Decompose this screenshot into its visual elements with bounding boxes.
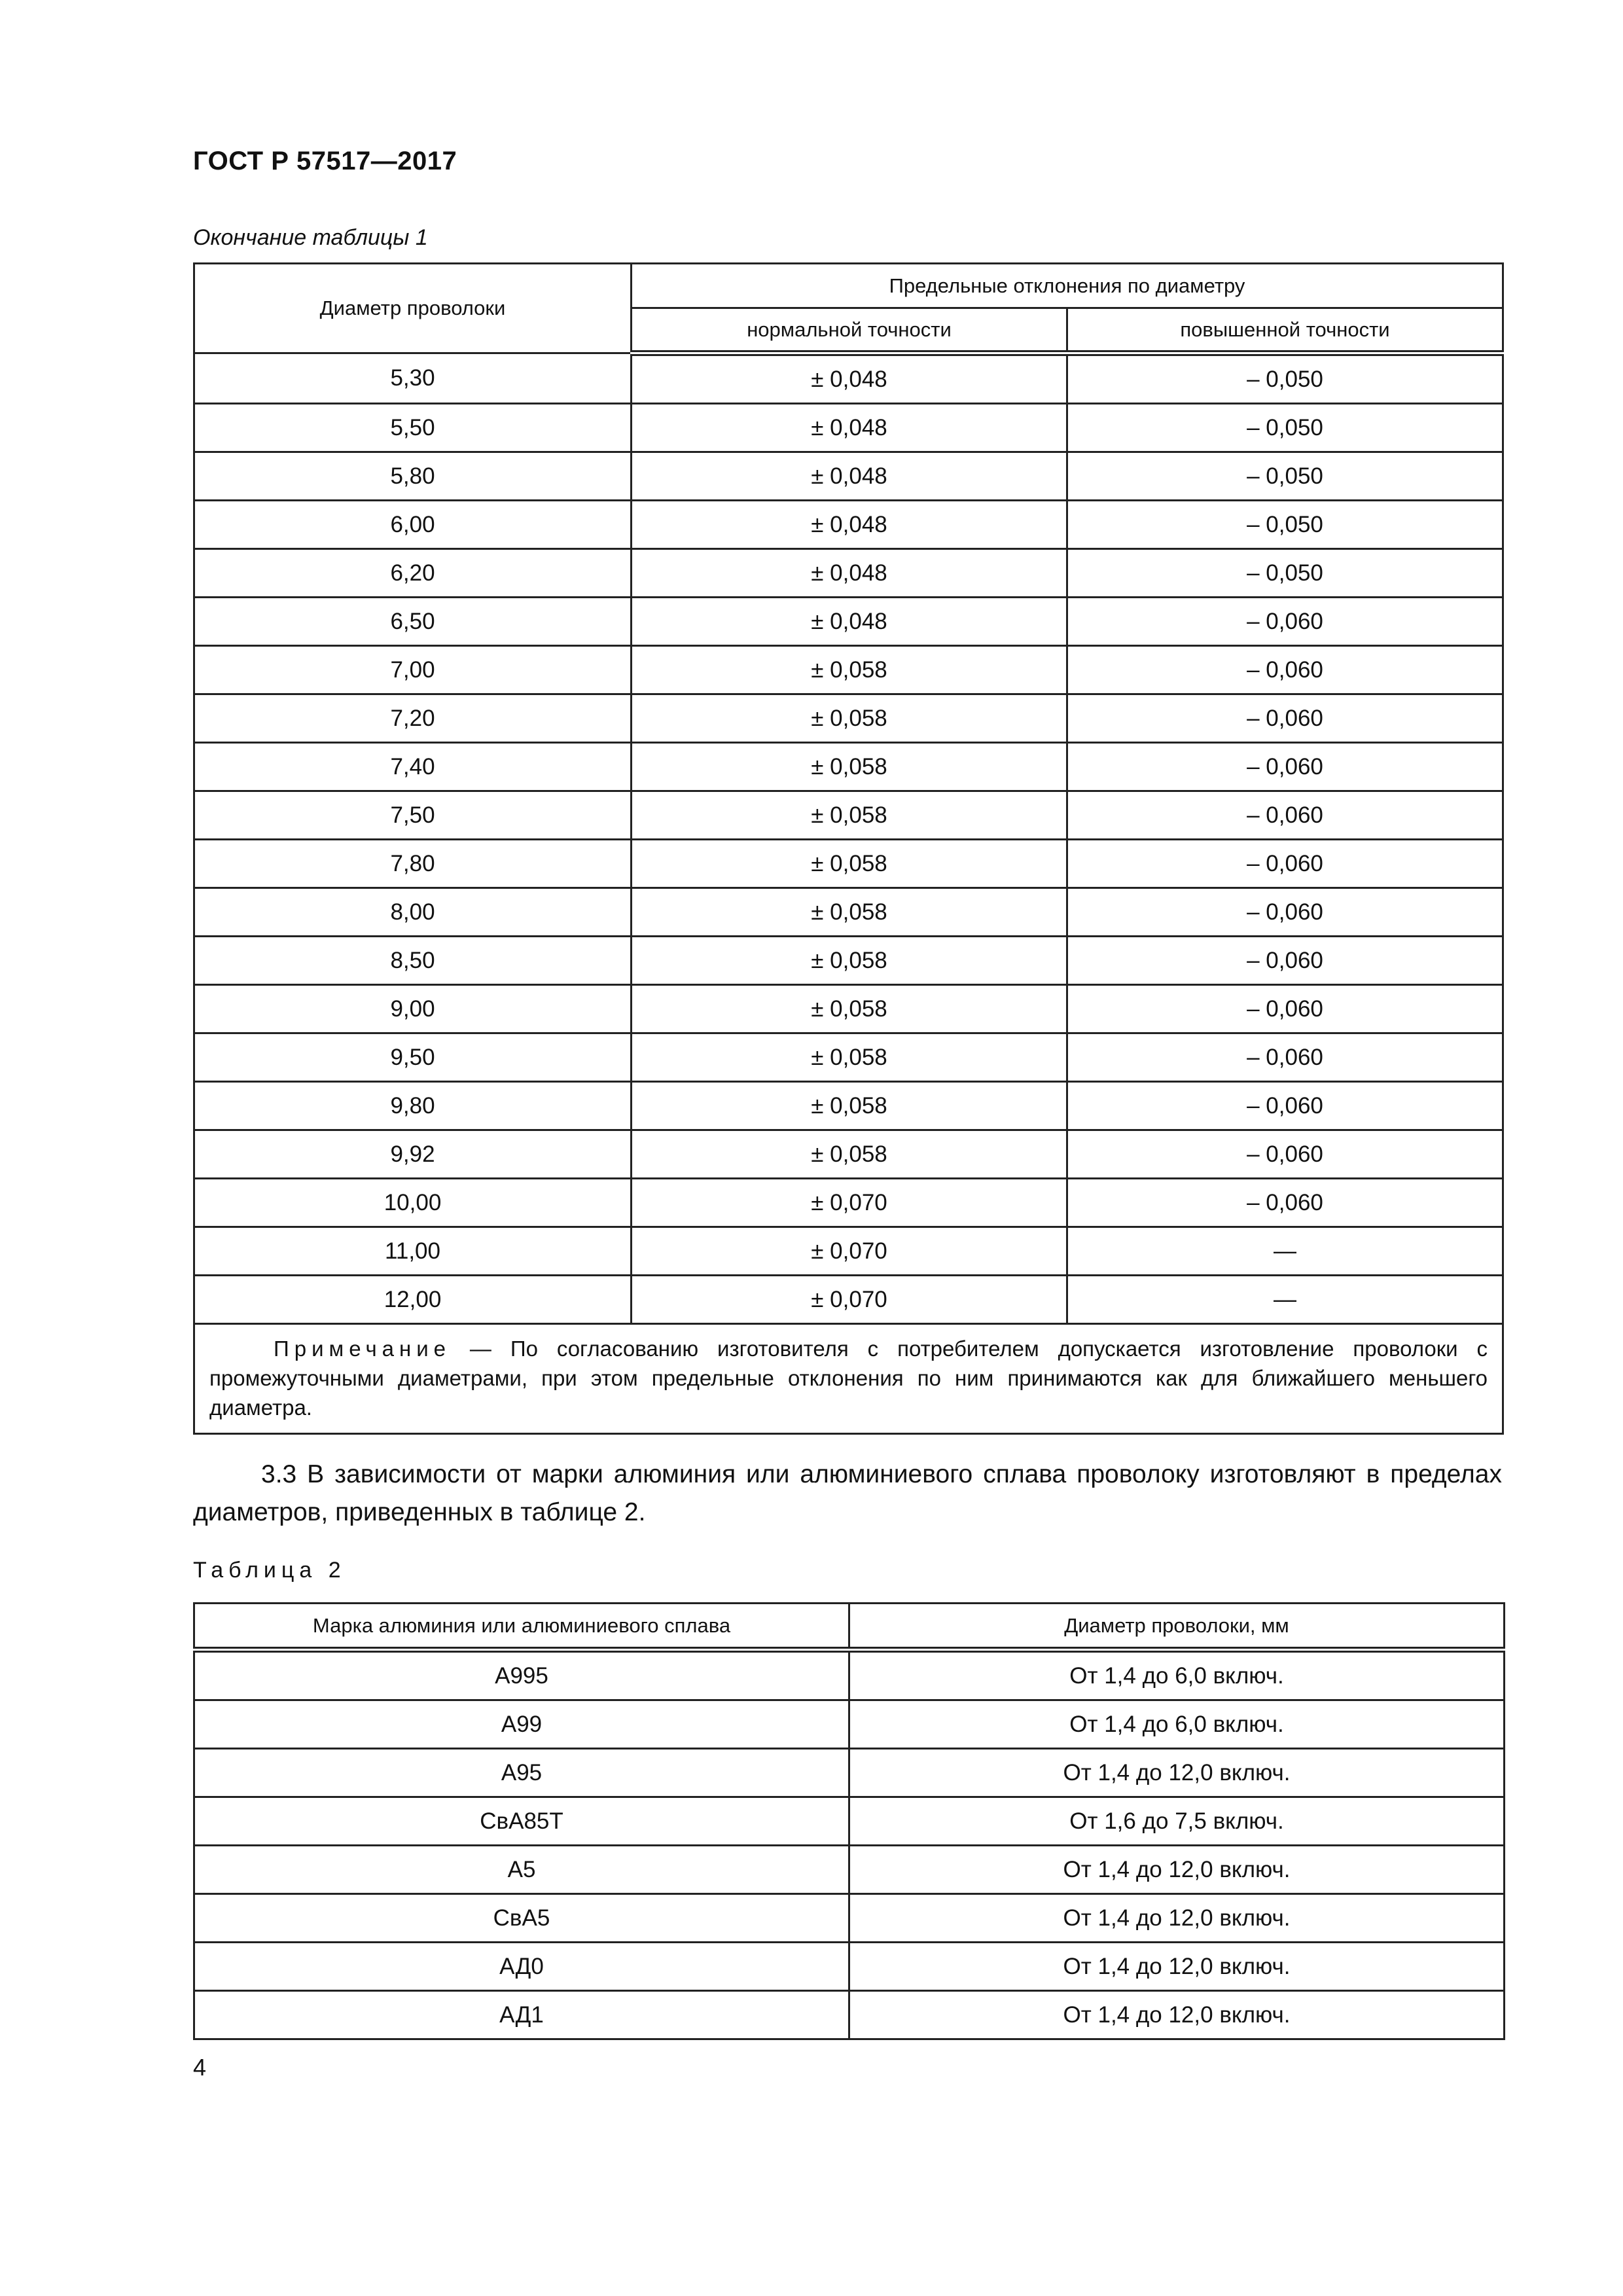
increased-accuracy-cell: – 0,050 [1067,353,1503,404]
normal-accuracy-cell: ± 0,058 [632,646,1067,694]
table-row [194,937,1503,985]
table-row [194,1227,1503,1276]
increased-accuracy-cell: – 0,060 [1067,598,1503,646]
table-row [194,501,1503,549]
table-row [194,1700,1505,1749]
tolerance-table [193,262,1504,1435]
increased-accuracy-cell: — [1067,1227,1503,1276]
increased-accuracy-cell: – 0,060 [1067,937,1503,985]
table-row [194,1082,1503,1130]
diameter-cell: 7,00 [194,646,632,694]
table-row [194,1846,1505,1894]
diameter-cell: 7,80 [194,840,632,888]
table-row [194,646,1503,694]
table-row [194,888,1503,937]
diameter-range-cell: От 1,4 до 6,0 включ. [849,1650,1505,1700]
diameter-cell: 5,50 [194,404,632,452]
normal-accuracy-cell: ± 0,070 [632,1227,1067,1276]
normal-accuracy-cell: ± 0,048 [632,501,1067,549]
normal-accuracy-cell: ± 0,070 [632,1276,1067,1324]
increased-accuracy-cell: – 0,060 [1067,743,1503,791]
document-header-title: ГОСТ Р 57517—2017 [193,147,457,175]
table-row [194,1894,1505,1943]
table-row [194,743,1503,791]
normal-accuracy-cell: ± 0,070 [632,1179,1067,1227]
diameter-cell: 5,80 [194,452,632,501]
table1-caption: Окончание таблицы 1 [193,225,428,250]
normal-accuracy-cell: ± 0,058 [632,985,1067,1033]
normal-accuracy-cell: ± 0,058 [632,937,1067,985]
normal-accuracy-cell: ± 0,048 [632,452,1067,501]
increased-accuracy-cell: – 0,060 [1067,791,1503,840]
section-paragraph: 3.3 В зависимости от марки алюминия или алюминиевого сплава проволоку изготовляют в пределах диаметров, приведенных в таблице 2. [193,1460,1502,1526]
grade-cell: АД1 [194,1991,849,2039]
note-text: — По согласованию изготовителя с потребителем допускается изготовление проволоки с промежуточными диаметрами, при этом предельные отклонения по ним принимаются как для ближайшего меньшего диаметра. [209,1336,1488,1420]
table-note [194,1324,1503,1434]
diameter-range-cell: От 1,4 до 12,0 включ. [849,1991,1505,2039]
diameter-cell: 9,92 [194,1130,632,1179]
table-row [194,1650,1505,1700]
table-row [194,1276,1503,1324]
normal-accuracy-cell: ± 0,048 [632,404,1067,452]
normal-accuracy-cell: ± 0,048 [632,549,1067,598]
diameter-cell: 6,50 [194,598,632,646]
diameter-range-cell: От 1,4 до 6,0 включ. [849,1700,1505,1749]
header-diameter: Диаметр проволоки [194,264,632,353]
normal-accuracy-cell: ± 0,048 [632,598,1067,646]
increased-accuracy-cell: – 0,060 [1067,694,1503,743]
increased-accuracy-cell: – 0,060 [1067,1082,1503,1130]
normal-accuracy-cell: ± 0,058 [632,694,1067,743]
diameter-cell: 7,20 [194,694,632,743]
increased-accuracy-cell: – 0,050 [1067,549,1503,598]
table-row [194,1943,1505,1991]
grade-diameter-table [193,1602,1505,2040]
grade-cell: А99 [194,1700,849,1749]
header-deviations: Предельные отклонения по диаметру [632,264,1503,308]
grade-cell: А95 [194,1749,849,1797]
table-row [194,598,1503,646]
normal-accuracy-cell: ± 0,058 [632,840,1067,888]
increased-accuracy-cell: – 0,050 [1067,501,1503,549]
diameter-cell: 5,30 [194,353,632,404]
increased-accuracy-cell: — [1067,1276,1503,1324]
diameter-cell: 12,00 [194,1276,632,1324]
increased-accuracy-cell: – 0,060 [1067,1179,1503,1227]
note-label: Примечание [274,1336,452,1361]
table-row [194,791,1503,840]
normal-accuracy-cell: ± 0,058 [632,791,1067,840]
grade-diameter-table-body [194,1650,1505,2039]
table-row [194,840,1503,888]
grade-cell: АД0 [194,1943,849,1991]
page-number: 4 [193,2054,207,2081]
diameter-cell: 9,50 [194,1033,632,1082]
diameter-cell: 7,40 [194,743,632,791]
diameter-range-cell: От 1,6 до 7,5 включ. [849,1797,1505,1846]
diameter-cell: 7,50 [194,791,632,840]
diameter-cell: 6,20 [194,549,632,598]
increased-accuracy-cell: – 0,060 [1067,646,1503,694]
diameter-range-cell: От 1,4 до 12,0 включ. [849,1846,1505,1894]
grade-cell: А995 [194,1650,849,1700]
table-row [194,353,1503,404]
diameter-cell: 8,50 [194,937,632,985]
diameter-cell: 10,00 [194,1179,632,1227]
table-row [194,1130,1503,1179]
table-row [194,985,1503,1033]
normal-accuracy-cell: ± 0,058 [632,1082,1067,1130]
increased-accuracy-cell: – 0,060 [1067,985,1503,1033]
header-grade: Марка алюминия или алюминиевого сплава [194,1604,849,1650]
table-row [194,1179,1503,1227]
increased-accuracy-cell: – 0,060 [1067,840,1503,888]
table-row [194,549,1503,598]
increased-accuracy-cell: – 0,060 [1067,1130,1503,1179]
diameter-cell: 8,00 [194,888,632,937]
header-normal-accuracy: нормальной точности [632,308,1067,353]
table-row [194,1749,1505,1797]
diameter-cell: 6,00 [194,501,632,549]
header-increased-accuracy: повышенной точности [1067,308,1503,353]
increased-accuracy-cell: – 0,060 [1067,1033,1503,1082]
increased-accuracy-cell: – 0,060 [1067,888,1503,937]
tolerance-table-body [194,353,1503,1324]
increased-accuracy-cell: – 0,050 [1067,452,1503,501]
diameter-cell: 9,00 [194,985,632,1033]
normal-accuracy-cell: ± 0,058 [632,1130,1067,1179]
table-row [194,404,1503,452]
table-row [194,1033,1503,1082]
diameter-range-cell: От 1,4 до 12,0 включ. [849,1894,1505,1943]
table-row [194,1991,1505,2039]
diameter-cell: 11,00 [194,1227,632,1276]
grade-cell: СвА5 [194,1894,849,1943]
grade-cell: А5 [194,1846,849,1894]
table-row [194,1797,1505,1846]
normal-accuracy-cell: ± 0,048 [632,353,1067,404]
normal-accuracy-cell: ± 0,058 [632,1033,1067,1082]
grade-cell: СвА85Т [194,1797,849,1846]
table-row [194,694,1503,743]
header-wire-diameter: Диаметр проволоки, мм [849,1604,1505,1650]
diameter-cell: 9,80 [194,1082,632,1130]
diameter-range-cell: От 1,4 до 12,0 включ. [849,1943,1505,1991]
normal-accuracy-cell: ± 0,058 [632,888,1067,937]
table2-caption: Таблица 2 [193,1558,346,1583]
increased-accuracy-cell: – 0,050 [1067,404,1503,452]
table-row [194,452,1503,501]
normal-accuracy-cell: ± 0,058 [632,743,1067,791]
diameter-range-cell: От 1,4 до 12,0 включ. [849,1749,1505,1797]
